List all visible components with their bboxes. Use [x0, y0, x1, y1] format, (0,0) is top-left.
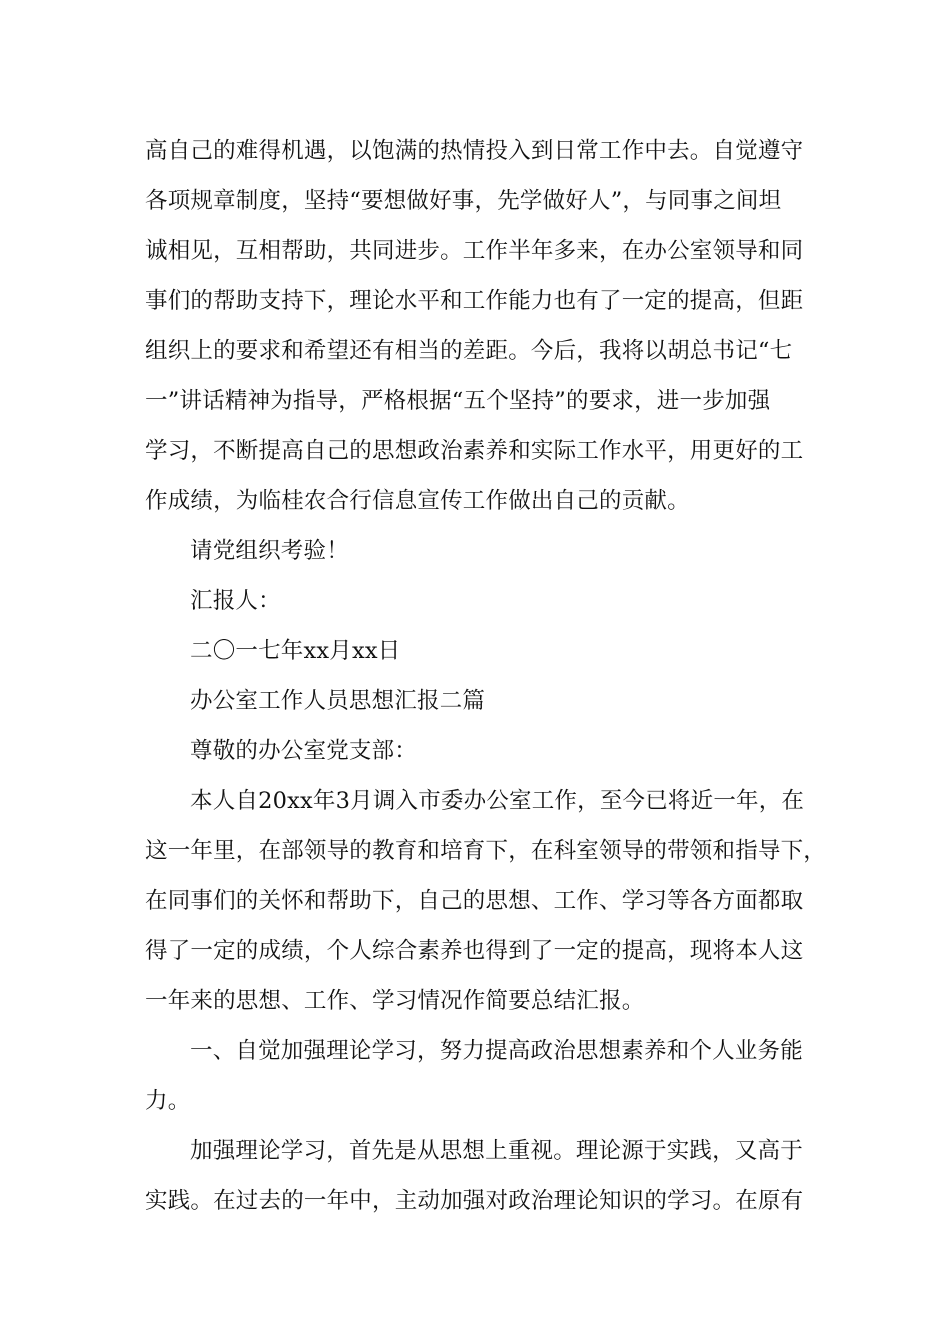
report-date: 二〇一七年xx月xx日 [190, 638, 401, 664]
section-heading-continued: 力。 [145, 1088, 191, 1114]
paragraph-line: 诚相见，互相帮助，共同进步。工作半年多来，在办公室领导和同 [145, 238, 804, 264]
paragraph-line: 一年来的思想、工作、学习情况作简要总结汇报。 [145, 988, 645, 1014]
paragraph-line: 作成绩，为临桂农合行信息宣传工作做出自己的贡献。 [145, 488, 690, 514]
section-heading: 一、自觉加强理论学习，努力提高政治思想素养和个人业务能 [190, 1038, 803, 1064]
paragraph-line: 组织上的要求和希望还有相当的差距。今后，我将以胡总书记“七 [145, 338, 793, 364]
paragraph-line: 本人自20xx年3月调入市委办公室工作，至今已将近一年，在 [190, 788, 805, 814]
paragraph-line: 实践。在过去的一年中，主动加强对政治理论知识的学习。在原有 [145, 1188, 804, 1214]
section-title: 办公室工作人员思想汇报二篇 [190, 688, 486, 714]
paragraph-line: 学习，不断提高自己的思想政治素养和实际工作水平，用更好的工 [145, 438, 804, 464]
paragraph-line: 事们的帮助支持下，理论水平和工作能力也有了一定的提高，但距 [145, 288, 804, 314]
paragraph-line: 高自己的难得机遇，以饱满的热情投入到日常工作中去。自觉遵守 [145, 138, 804, 164]
paragraph-line: 一”讲话精神为指导，严格根据“五个坚持”的要求，进一步加强 [145, 388, 771, 414]
paragraph-line: 加强理论学习，首先是从思想上重视。理论源于实践，又高于 [190, 1138, 803, 1164]
reporter-label: 汇报人： [190, 588, 281, 614]
paragraph-line: 这一年里，在部领导的教育和培育下，在科室领导的带领和指导下， [145, 838, 827, 864]
paragraph-line: 各项规章制度，坚持“要想做好事，先学做好人”，与同事之间坦 [145, 188, 782, 214]
salutation: 尊敬的办公室党支部： [190, 738, 418, 764]
paragraph-line: 得了一定的成绩，个人综合素养也得到了一定的提高，现将本人这 [145, 938, 804, 964]
paragraph-line: 在同事们的关怀和帮助下，自己的思想、工作、学习等各方面都取 [145, 888, 804, 914]
closing-request: 请党组织考验！ [190, 538, 349, 564]
